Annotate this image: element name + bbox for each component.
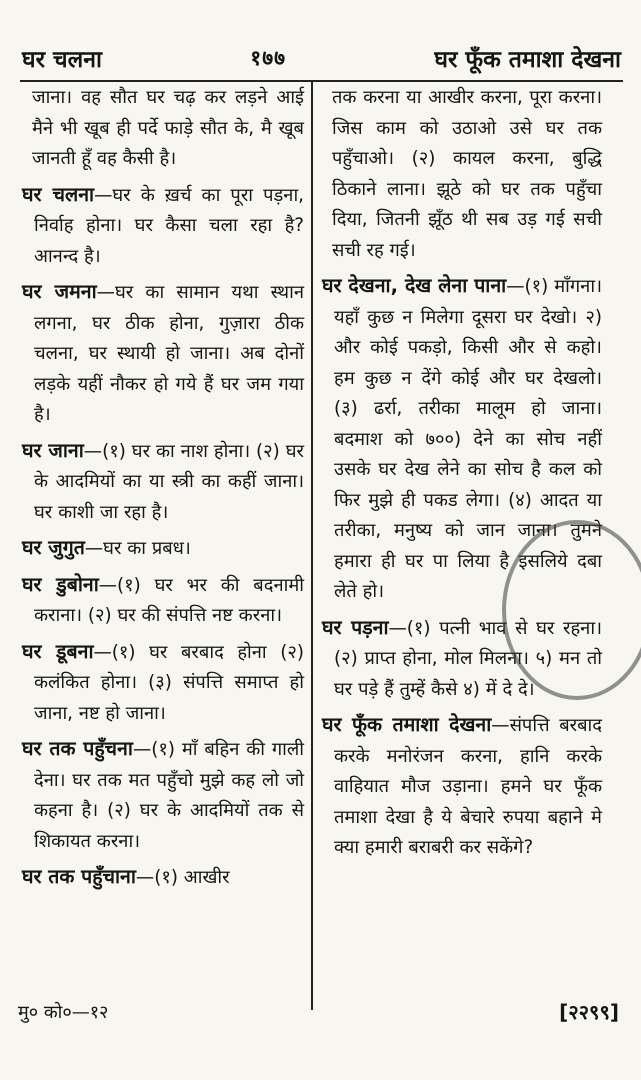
entry-text: —(१) आखीर [135,867,230,888]
entry-headword: घर चलना [22,182,95,206]
entry-headword: घर देखना, देख लेना पाना [322,274,507,297]
entry-headword: घर तक पहुँचना [22,737,133,760]
header-rule [20,80,623,82]
entry-text: तक करना या आखीर करना, पूरा करना। जिस काम को उठाओ उसे घर तक पहुँचाओ। (२) कायल करना, बुद्धि ठिकाने लाना। झूठे को घर तक पहुँचा दिया, जितनी झूँठ थी सब उड़ गई सची सची रह गई। [332,87,602,261]
entry-continuation [32,83,304,175]
library-stamp [502,520,641,700]
entry-text: —घर के ख़र्च का पूरा पड़ना, निर्वाह होना। घर कैसा चला रहा है? आनन्द है। [34,184,304,267]
entry-text: —(१) पत्नी भाव से घर रहना। (२) प्राप्त होना, मोल मिलना। ५) मन तो घर पड़े हैं तुम्हें कैसे ४) में दे दे। [334,617,602,700]
dictionary-entry [22,862,304,894]
entry-headword: घर जाना [22,438,84,462]
signature-mark: मु० को०—१२ [18,1002,109,1023]
entry-text: —घर का सामान यथा स्थान लगना, घर ठीक होना, गुज़ारा ठीक चलना, घर स्थायी हो जाना। अब दोनों लड़के यहीं नौकर हो गये हैं घर जम गया है। [34,282,304,425]
entry-continuation [332,83,602,266]
dictionary-entry [322,710,602,864]
entry-headword: घर डूबना [22,639,94,663]
dictionary-entry [22,277,304,431]
column-divider [311,80,313,1010]
entry-text: —(१) माँगना। यहाँ कुछ न मिलेगा दूसरा घर देखो। २) और कोई पकड़ो, किसी और से कहो। हम कुछ न देंगे कोई और घर देखलो। (३) ढर्रा, तरीका मालूम हो जाना। बदमाश को ७००) देने का सोच नहीं उसके घर देख लेने का सोच है कल को फिर मुझे ही पकड लेगा। (४) आदत या तरीका, मनुष्य को जान जाना। तुमने हमारा ही घर पा लिया है इसलिये दबा लेते हो। [334,276,602,602]
dictionary-entry [22,734,304,857]
dictionary-entry [22,533,304,565]
dictionary-entry [22,180,304,273]
left-column [22,83,304,899]
entry-headword: घर पड़ना [322,615,389,639]
right-column [322,83,602,869]
dictionary-entry [22,436,304,529]
entry-headword: घर डुबोना [22,572,99,596]
header-left-guide-word: घर चलना [22,47,102,73]
header-right-guide-word: घर फूँक तमाशा देखना [434,47,621,73]
entry-text: जाना। वह सौत घर चढ़ कर लड़ने आई मैने भी खूब ही पर्दे फाड़े सौत के, मै खूब जानती हूँ वह कैसी है। [32,87,304,169]
dictionary-entry [22,637,304,730]
entry-headword: घर जुगुत [22,536,85,559]
entry-text: —संपत्ति बरबाद करके मनोरंजन करना, हानि करके वाहियात मौज उड़ाना। हमने घर फूँक तमाशा देखा है ये बेचारे रुपया बहाने मे क्या हमारी बराबरी कर सकेंगे? [334,715,602,858]
page-header [22,40,621,76]
page-number: १७७ [250,46,287,70]
entry-text: —(१) घर बरबाद होना (२) कलंकित होना। (३) संपत्ति समाप्त हो जाना, नष्ट हो जाना। [34,641,305,724]
entry-headword: घर फूँक तमाशा देखना [322,713,492,736]
page-serial-number: [२२९९] [559,1000,619,1024]
entry-text: —(१) माँ बहिन की गाली देना। घर तक मत पहुँचो मुझे कह लो जो कहना है। (२) घर के आदमियों तक से शिकायत करना। [34,739,305,852]
entry-text: —घर का प्रबध। [84,538,191,559]
entry-headword: घर जमना [22,280,97,303]
entry-text: —(१) घर का नाश होना। (२) घर के आदमियों का या स्त्री का कहीं जाना। घर काशी जा रहा है। [34,440,305,523]
dictionary-entry [22,570,304,632]
entry-text: —(१) घर भर की बदनामी कराना। (२) घर की संपत्ति नष्ट करना। [34,574,304,626]
entry-headword: घर तक पहुँचाना [22,865,136,888]
